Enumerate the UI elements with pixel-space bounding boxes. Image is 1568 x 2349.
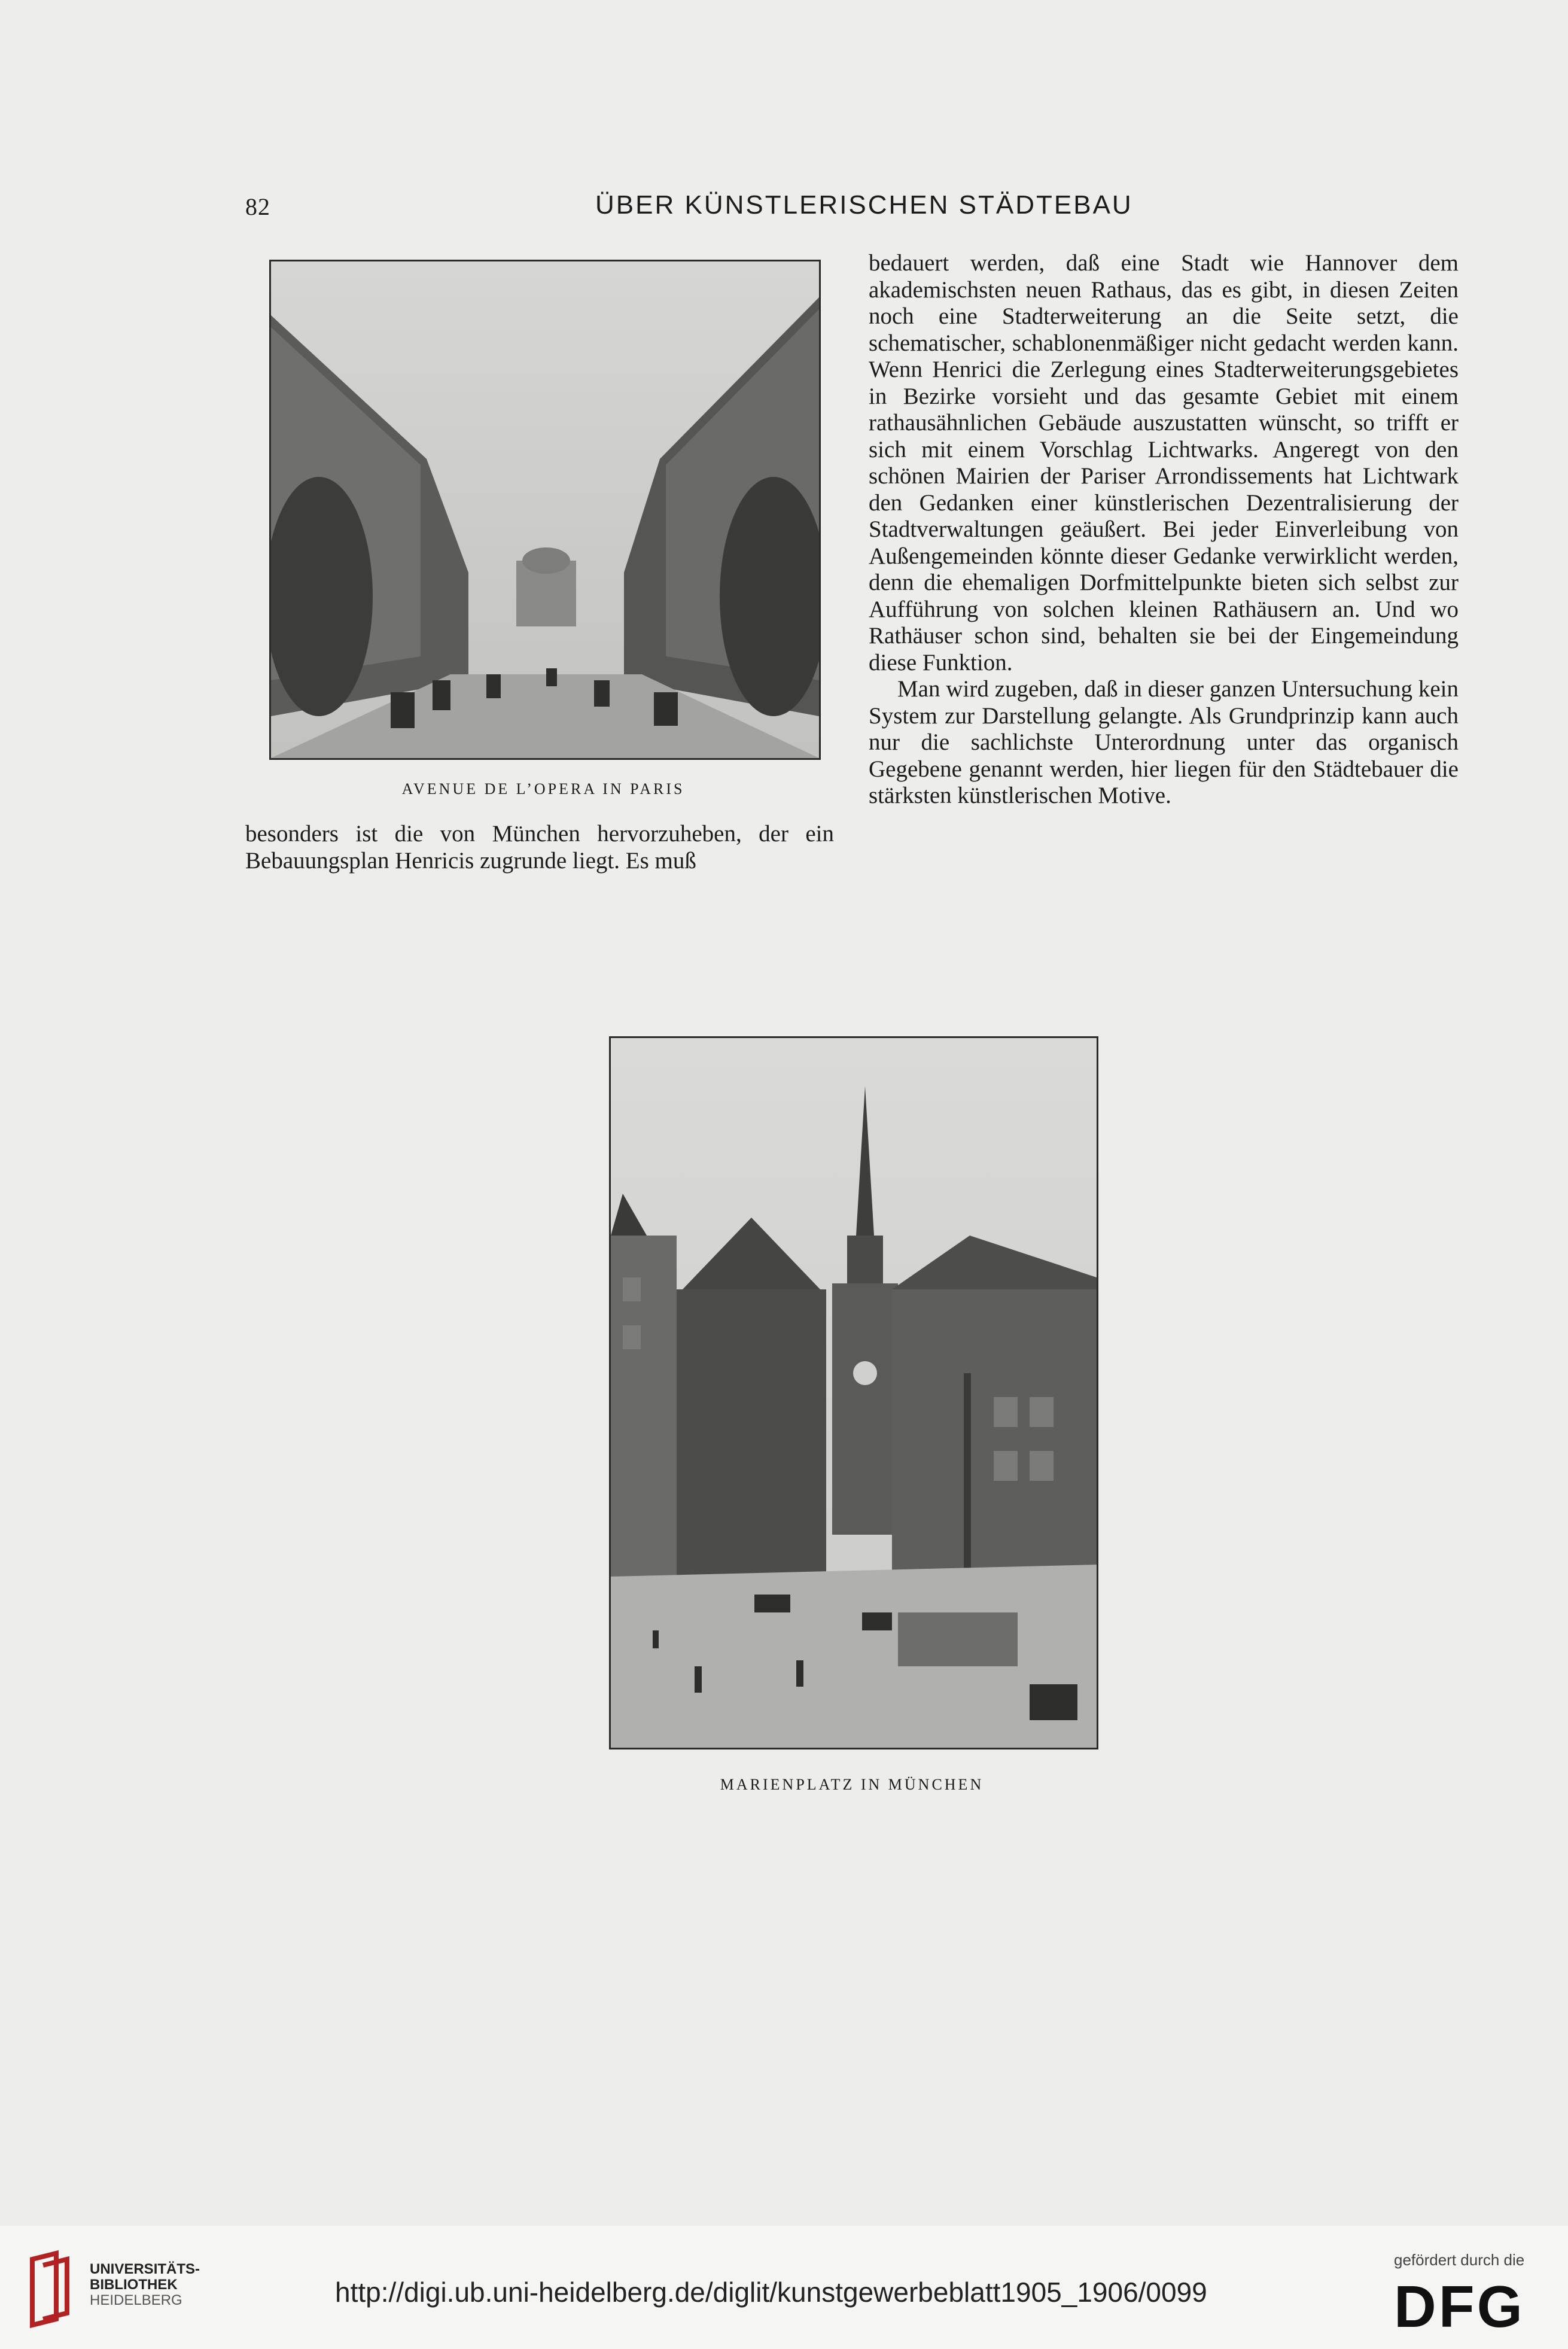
permalink-url[interactable]: http://digi.ub.uni-heidelberg.de/diglit/kunstgewerbeblatt1905_1906/0099 <box>335 2277 1207 2308</box>
footer-bar <box>0 2226 1568 2349</box>
figure-caption-marienplatz: MARIENPLATZ IN MÜNCHEN <box>720 1776 984 1793</box>
library-name-line: HEIDELBERG <box>90 2292 182 2308</box>
right-column-text <box>869 250 1459 810</box>
street-scene-illustration <box>271 261 819 758</box>
paragraph: bedauert werden, daß eine Stadt wie Hannover dem akademischsten neuen Rathaus, das es gibt, in diesen Zeiten noch eine Stadterweiterung an die Seite setzt, die schematischer, schablonenmäßiger nicht gedacht werden kann. Wenn Henrici die Zerlegung eines Stadterweiterungsgebietes in Bezirke vorsieht und das gesamte Gebiet mit einem rathausähnlichen Gebäude auszustatten wünscht, so trifft er sich mit einem Vorschlag Lichtwarks. Angeregt von den schönen Mairien der Pariser Arrondissements hat Lichtwark den Gedanken einer künstlerischen Dezentralisierung der Stadtverwaltungen geäußert. Bei jeder Einverleibung von Außengemeinden könnte dieser Gedanke verwirklicht werden, denn die ehemaligen Dorfmittelpunkte bieten sich selbst zur Aufführung von solchen kleinen Rathäusern an. Und wo Rathäuser schon sind, behalten sie bei der Eingemeindung diese Funktion. <box>869 250 1459 676</box>
dfg-logo: DFG <box>1394 2274 1525 2339</box>
university-library-logo <box>14 2247 86 2331</box>
photo-avenue-opera <box>269 260 821 760</box>
running-head: ÜBER KÜNSTLERISCHEN STÄDTEBAU <box>595 190 1133 220</box>
library-name-line: UNIVERSITÄTS- <box>90 2261 200 2277</box>
figure-caption-opera: AVENUE DE L’OPERA IN PARIS <box>401 780 685 798</box>
paragraph: besonders ist die von München hervorzuheben, der ein Bebauungsplan Henricis zugrunde liegt. Es muß <box>245 821 834 874</box>
library-emblem-icon <box>14 2247 86 2331</box>
photo-marienplatz <box>609 1036 1098 1749</box>
funding-note: gefördert durch die <box>1394 2251 1525 2269</box>
page-number: 82 <box>245 193 270 220</box>
left-column-text <box>245 821 834 874</box>
library-name-line: BIBLIOTHEK <box>90 2277 178 2293</box>
paragraph: Man wird zugeben, daß in dieser ganzen Untersuchung kein System zur Darstellung gelangte. Als Grundprinzip kann auch nur die sachlichste Unterordnung unter das organisch Gegebene genannt werden, hier liegen für den Städtebauer die stärksten künstlerischen Motive. <box>869 676 1459 808</box>
university-library-name <box>90 2262 200 2308</box>
square-scene-illustration <box>611 1038 1097 1748</box>
